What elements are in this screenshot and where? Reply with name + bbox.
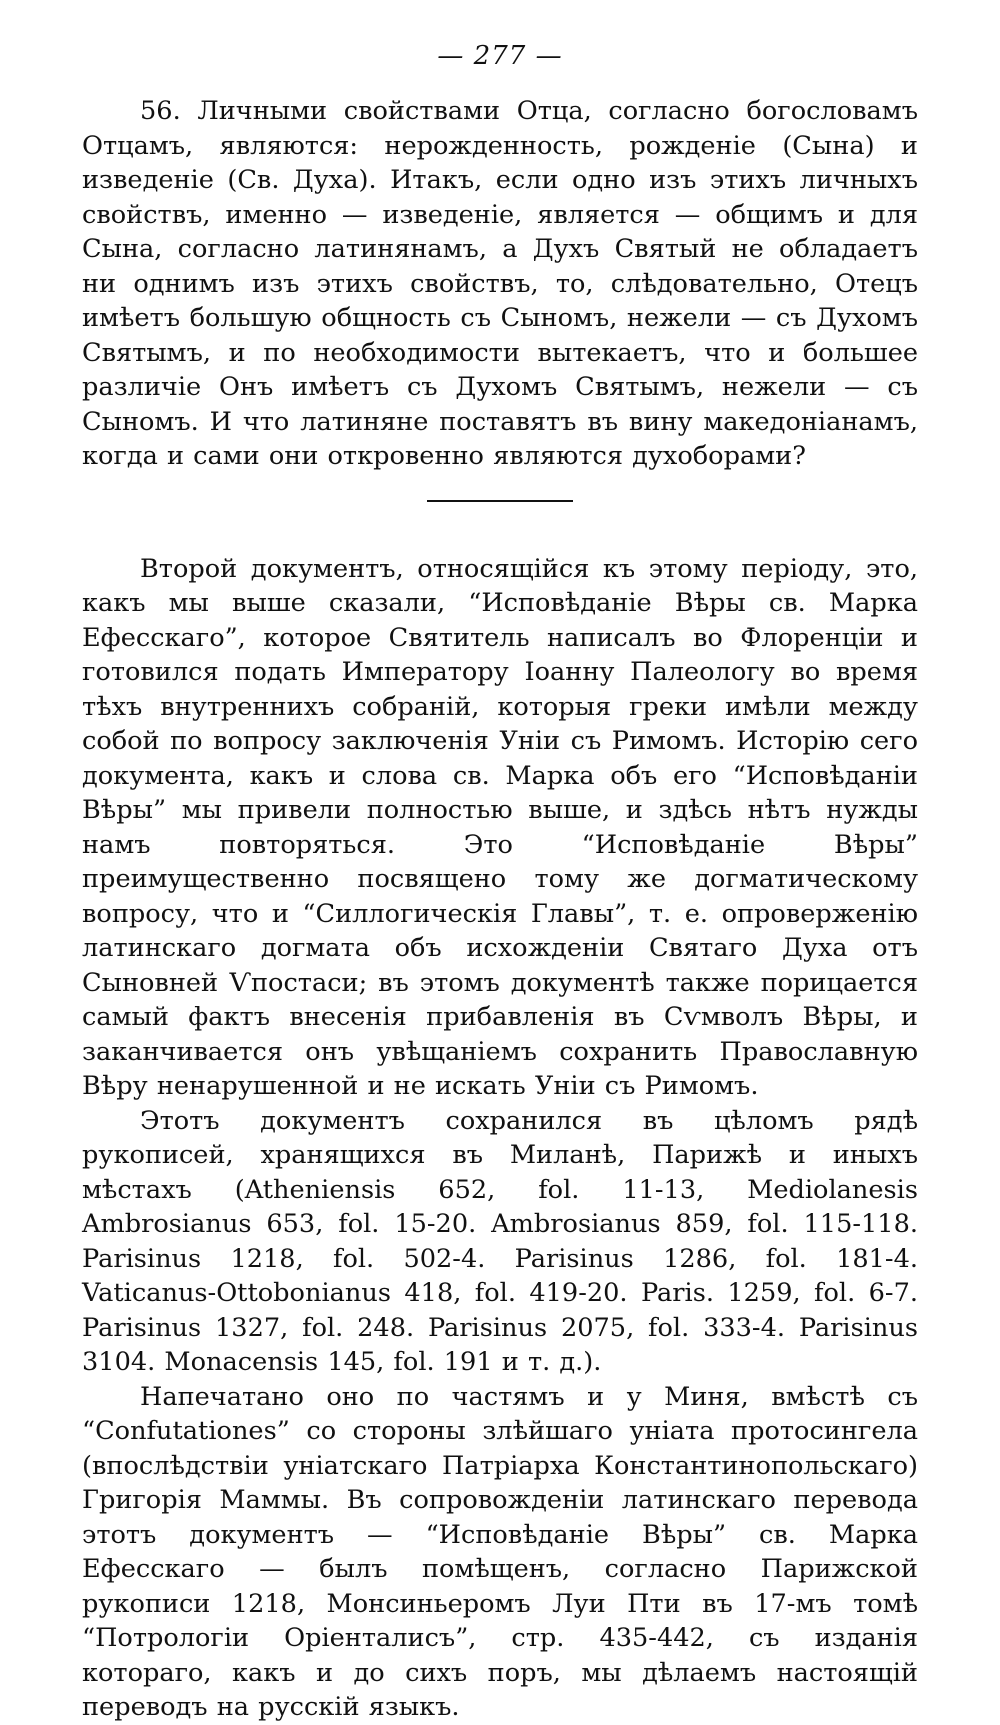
page-number: — 277 — — [437, 41, 563, 71]
section-divider — [427, 500, 573, 502]
document-page — [82, 36, 918, 1725]
paragraph-publication: Напечатано оно по частямъ и у Миня, вмѣстѣ съ “Confutationes” со стороны злѣйшаго уніата протосингела (впослѣдствіи уніатскаго Патріарха Константинопольскаго) Григорія Маммы. Въ сопровожденіи латинскаго перевода этотъ документъ — “Исповѣданіе Вѣры” св. Марка Ефесскаго — былъ помѣщенъ, согласно Парижской рукописи 1218, Монсиньеромъ Луи Пти въ 17-мъ томѣ “Потрологіи Оріенталисъ”, стр. 435-442, съ изданія котораго, какъ и до сихъ поръ, мы дѣлаемъ настоящій переводъ на русскій языкъ. — [82, 1381, 918, 1722]
paragraph-note-56: 56. Личными свойствами Отца, согласно богословамъ Отцамъ, являются: нерожденность, рожденіе (Сына) и изведеніе (Св. Духа). Итакъ, если одно изъ этихъ личныхъ свойствъ, именно — изведеніе, является — общимъ и для Сына, согласно латинянамъ, а Духъ Святый не обладаетъ ни однимъ изъ этихъ свойствъ, то, слѣдовательно, Отецъ имѣетъ большую общность съ Сыномъ, нежели — съ Духомъ Святымъ, и по необходимости вытекаетъ, что и большее различіе Онъ имѣетъ съ Духомъ Святымъ, нежели — съ Сыномъ. И что латиняне поставятъ въ вину македоніанамъ, когда и сами они откровенно являются духоборами? — [82, 96, 918, 471]
paragraph-second-document: Второй документъ, относящійся къ этому періоду, это, какъ мы выше сказали, “Исповѣданіе Вѣры св. Марка Ефесскаго”, которое Святитель написалъ во Флоренціи и готовился подать Императору Іоанну Палеологу во время тѣхъ внутреннихъ собраній, которыя греки имѣли между собой по вопросу заключенія Уніи съ Римомъ. Исторію сего документа, какъ и слова св. Марка объ его “Исповѣданіи Вѣры” мы привели полностью выше, и здѣсь нѣтъ нужды намъ повторяться. Это “Исповѣданіе Вѣры” преимущественно посвящено тому же догматическому вопросу, что и “Силлогическія Главы”, т. е. опроверженію латинскаго догмата объ исхожденіи Святаго Духа отъ Сыновней Ѵпостаси; въ этомъ документѣ также порицается самый фактъ внесенія прибавленія въ Сѵмволъ Вѣры, и заканчивается онъ увѣщаніемъ сохранить Православную Вѣру ненарушенной и не искать Уніи съ Римомъ. — [82, 553, 918, 1101]
paragraph-manuscripts: Этотъ документъ сохранился въ цѣломъ рядѣ рукописей, хранящихся въ Миланѣ, Парижѣ и иныхъ мѣстахъ (Atheniensis 652, fol. 11-13, Mediolanesis Ambrosianus 653, fol. 15-20. Ambrosianus 859, fol. 115-118. Parisinus 1218, fol. 502-4. Parisinus 1286, fol. 181-4. Vaticanus-Ottobonianus 418, fol. 419-20. Paris. 1259, fol. 6-7. Parisinus 1327, fol. 248. Parisinus 2075, fol. 333-4. Parisinus 3104. Monacensis 145, fol. 191 и т. д.). — [82, 1105, 918, 1377]
